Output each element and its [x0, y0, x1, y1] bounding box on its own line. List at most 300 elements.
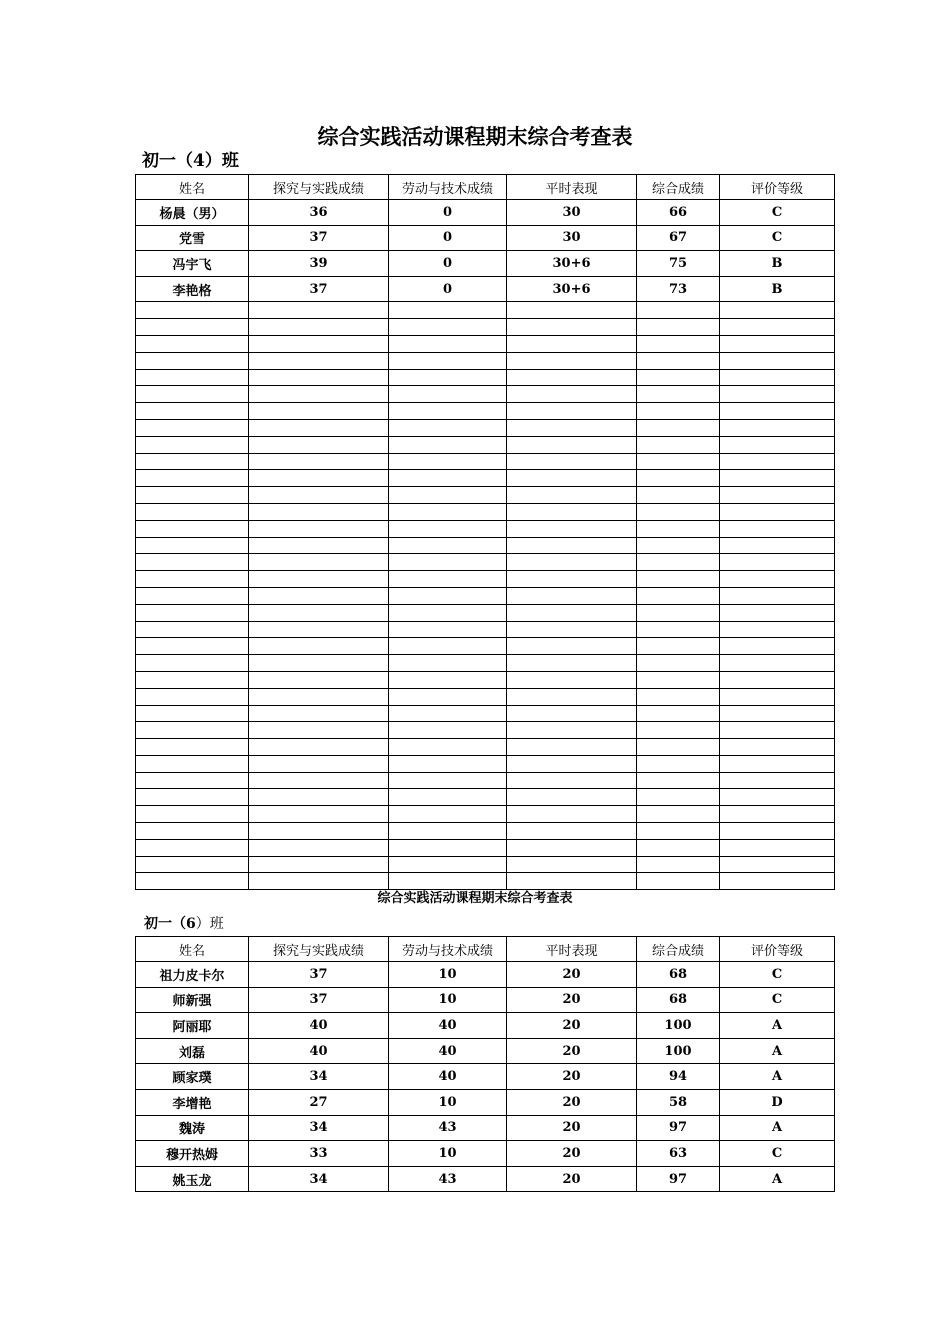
empty-cell	[389, 604, 507, 621]
empty-cell	[720, 671, 835, 688]
empty-cell	[720, 688, 835, 705]
empty-cell	[507, 453, 637, 470]
cell-labor: 40	[389, 1013, 507, 1039]
empty-cell	[637, 386, 720, 403]
empty-cell	[136, 352, 249, 369]
empty-cell	[507, 571, 637, 588]
cell-labor: 10	[389, 962, 507, 988]
empty-cell	[720, 369, 835, 386]
empty-cell	[389, 671, 507, 688]
empty-cell	[249, 537, 389, 554]
cell-inquiry: 34	[249, 1166, 389, 1192]
cell-daily: 20	[507, 962, 637, 988]
cell-grade: A	[720, 1038, 835, 1064]
cell-inquiry: 33	[249, 1141, 389, 1167]
empty-cell	[637, 806, 720, 823]
empty-cell	[720, 823, 835, 840]
empty-row	[136, 655, 835, 672]
empty-row	[136, 587, 835, 604]
section-title: 综合实践活动课程期末综合考查表	[377, 891, 573, 906]
empty-cell	[507, 789, 637, 806]
empty-cell	[389, 369, 507, 386]
empty-cell	[720, 487, 835, 504]
class-label-4: 初一（4）班	[142, 151, 239, 171]
empty-cell	[136, 772, 249, 789]
empty-cell	[136, 386, 249, 403]
cell-grade: A	[720, 1064, 835, 1090]
empty-cell	[507, 335, 637, 352]
empty-cell	[136, 739, 249, 756]
empty-row	[136, 302, 835, 319]
table-row	[136, 1038, 835, 1064]
empty-cell	[136, 537, 249, 554]
cell-daily: 20	[507, 1089, 637, 1115]
empty-cell	[507, 537, 637, 554]
empty-cell	[720, 873, 835, 890]
cell-labor: 43	[389, 1115, 507, 1141]
empty-cell	[507, 554, 637, 571]
cell-total: 97	[637, 1166, 720, 1192]
cell-daily: 20	[507, 1141, 637, 1167]
empty-cell	[389, 873, 507, 890]
col-header-grade: 评价等级	[720, 937, 835, 962]
empty-row	[136, 772, 835, 789]
cell-name: 李艳格	[136, 276, 249, 302]
empty-cell	[507, 503, 637, 520]
empty-cell	[637, 453, 720, 470]
cell-grade: B	[720, 276, 835, 302]
empty-cell	[507, 722, 637, 739]
empty-cell	[720, 806, 835, 823]
empty-cell	[720, 436, 835, 453]
empty-cell	[136, 604, 249, 621]
empty-cell	[389, 453, 507, 470]
empty-cell	[389, 587, 507, 604]
cell-name: 姚玉龙	[136, 1166, 249, 1192]
cell-grade: C	[720, 200, 835, 226]
empty-row	[136, 386, 835, 403]
empty-cell	[249, 655, 389, 672]
cell-name: 祖力皮卡尔	[136, 962, 249, 988]
empty-cell	[637, 419, 720, 436]
cell-labor: 43	[389, 1166, 507, 1192]
empty-cell	[389, 470, 507, 487]
empty-cell	[507, 823, 637, 840]
empty-cell	[637, 436, 720, 453]
empty-cell	[389, 319, 507, 336]
empty-cell	[136, 571, 249, 588]
table-row	[136, 200, 835, 226]
empty-cell	[637, 722, 720, 739]
table-row	[136, 1064, 835, 1090]
col-header-grade: 评价等级	[720, 175, 835, 200]
table-row	[136, 1115, 835, 1141]
empty-row	[136, 419, 835, 436]
empty-row	[136, 739, 835, 756]
empty-row	[136, 453, 835, 470]
empty-cell	[136, 403, 249, 420]
empty-cell	[389, 755, 507, 772]
empty-cell	[249, 755, 389, 772]
empty-cell	[136, 487, 249, 504]
cell-daily: 20	[507, 1038, 637, 1064]
cell-grade: C	[720, 1141, 835, 1167]
empty-cell	[507, 839, 637, 856]
empty-cell	[507, 621, 637, 638]
class-label-number: 6	[186, 916, 196, 932]
empty-cell	[136, 621, 249, 638]
empty-cell	[637, 571, 720, 588]
cell-labor: 10	[389, 987, 507, 1013]
empty-cell	[637, 705, 720, 722]
empty-cell	[389, 772, 507, 789]
empty-cell	[720, 571, 835, 588]
empty-cell	[720, 856, 835, 873]
empty-cell	[249, 739, 389, 756]
empty-cell	[389, 688, 507, 705]
col-header-inquiry: 探究与实践成绩	[249, 175, 389, 200]
cell-grade: C	[720, 987, 835, 1013]
empty-cell	[507, 386, 637, 403]
empty-cell	[720, 604, 835, 621]
empty-cell	[720, 453, 835, 470]
empty-cell	[507, 403, 637, 420]
empty-cell	[507, 856, 637, 873]
table-row	[136, 962, 835, 988]
empty-cell	[136, 503, 249, 520]
empty-cell	[249, 520, 389, 537]
empty-cell	[507, 319, 637, 336]
empty-cell	[637, 604, 720, 621]
cell-name: 穆开热姆	[136, 1141, 249, 1167]
empty-cell	[720, 789, 835, 806]
empty-cell	[136, 823, 249, 840]
empty-cell	[507, 419, 637, 436]
empty-row	[136, 503, 835, 520]
empty-cell	[136, 789, 249, 806]
empty-cell	[507, 520, 637, 537]
empty-cell	[637, 587, 720, 604]
empty-cell	[249, 604, 389, 621]
empty-cell	[637, 335, 720, 352]
empty-row	[136, 705, 835, 722]
empty-cell	[720, 537, 835, 554]
col-header-total: 综合成绩	[637, 175, 720, 200]
empty-cell	[249, 386, 389, 403]
empty-cell	[637, 638, 720, 655]
empty-cell	[389, 739, 507, 756]
empty-cell	[389, 856, 507, 873]
empty-cell	[507, 873, 637, 890]
empty-cell	[507, 436, 637, 453]
empty-cell	[136, 806, 249, 823]
empty-cell	[507, 671, 637, 688]
empty-cell	[507, 587, 637, 604]
empty-cell	[637, 352, 720, 369]
empty-row	[136, 823, 835, 840]
empty-cell	[720, 621, 835, 638]
empty-cell	[507, 638, 637, 655]
empty-cell	[389, 806, 507, 823]
empty-cell	[249, 789, 389, 806]
empty-cell	[389, 436, 507, 453]
empty-row	[136, 806, 835, 823]
empty-row	[136, 789, 835, 806]
empty-row	[136, 571, 835, 588]
empty-cell	[637, 688, 720, 705]
score-table-class-6	[135, 936, 835, 1192]
cell-labor: 0	[389, 200, 507, 226]
empty-cell	[249, 671, 389, 688]
empty-cell	[720, 470, 835, 487]
empty-cell	[389, 403, 507, 420]
empty-cell	[249, 638, 389, 655]
cell-name: 党雪	[136, 225, 249, 251]
empty-cell	[389, 789, 507, 806]
cell-grade: C	[720, 962, 835, 988]
cell-inquiry: 37	[249, 987, 389, 1013]
empty-cell	[637, 873, 720, 890]
col-header-name: 姓名	[136, 175, 249, 200]
empty-cell	[136, 335, 249, 352]
empty-cell	[637, 772, 720, 789]
cell-daily: 20	[507, 1064, 637, 1090]
empty-cell	[389, 419, 507, 436]
empty-cell	[136, 705, 249, 722]
empty-cell	[720, 302, 835, 319]
empty-cell	[249, 571, 389, 588]
empty-cell	[249, 587, 389, 604]
empty-cell	[389, 487, 507, 504]
empty-cell	[136, 319, 249, 336]
empty-cell	[637, 470, 720, 487]
empty-cell	[389, 537, 507, 554]
table-row	[136, 1166, 835, 1192]
cell-name: 李增艳	[136, 1089, 249, 1115]
table-row	[136, 251, 835, 277]
empty-cell	[249, 319, 389, 336]
empty-cell	[389, 571, 507, 588]
empty-row	[136, 335, 835, 352]
empty-cell	[507, 739, 637, 756]
empty-cell	[249, 436, 389, 453]
cell-total: 66	[637, 200, 720, 226]
empty-cell	[136, 419, 249, 436]
cell-inquiry: 36	[249, 200, 389, 226]
empty-cell	[249, 403, 389, 420]
empty-cell	[389, 823, 507, 840]
empty-cell	[249, 470, 389, 487]
empty-cell	[637, 839, 720, 856]
empty-cell	[136, 688, 249, 705]
empty-cell	[507, 369, 637, 386]
empty-row	[136, 621, 835, 638]
empty-cell	[249, 453, 389, 470]
empty-cell	[389, 722, 507, 739]
cell-total: 75	[637, 251, 720, 277]
class-label-6	[144, 914, 224, 934]
empty-cell	[136, 755, 249, 772]
empty-cell	[249, 839, 389, 856]
empty-cell	[637, 739, 720, 756]
empty-cell	[720, 319, 835, 336]
cell-daily: 30	[507, 225, 637, 251]
col-header-daily: 平时表现	[507, 937, 637, 962]
empty-cell	[136, 436, 249, 453]
cell-inquiry: 37	[249, 276, 389, 302]
empty-cell	[249, 554, 389, 571]
empty-cell	[637, 302, 720, 319]
empty-cell	[637, 319, 720, 336]
empty-cell	[249, 823, 389, 840]
empty-cell	[389, 554, 507, 571]
empty-cell	[249, 856, 389, 873]
empty-row	[136, 352, 835, 369]
empty-cell	[136, 302, 249, 319]
cell-daily: 30+6	[507, 276, 637, 302]
cell-name: 杨晨（男）	[136, 200, 249, 226]
empty-cell	[507, 772, 637, 789]
empty-cell	[720, 554, 835, 571]
empty-cell	[249, 352, 389, 369]
cell-inquiry: 39	[249, 251, 389, 277]
empty-cell	[136, 470, 249, 487]
cell-grade: C	[720, 225, 835, 251]
table-row	[136, 1013, 835, 1039]
empty-cell	[637, 520, 720, 537]
empty-cell	[637, 487, 720, 504]
empty-cell	[389, 839, 507, 856]
empty-cell	[637, 503, 720, 520]
empty-cell	[389, 352, 507, 369]
empty-cell	[637, 554, 720, 571]
cell-labor: 0	[389, 276, 507, 302]
cell-daily: 20	[507, 1013, 637, 1039]
empty-cell	[637, 655, 720, 672]
empty-cell	[720, 722, 835, 739]
empty-cell	[389, 386, 507, 403]
empty-cell	[249, 806, 389, 823]
empty-cell	[389, 520, 507, 537]
empty-cell	[249, 419, 389, 436]
empty-row	[136, 856, 835, 873]
cell-daily: 20	[507, 1115, 637, 1141]
cell-grade: A	[720, 1013, 835, 1039]
empty-cell	[507, 705, 637, 722]
empty-cell	[720, 403, 835, 420]
empty-cell	[136, 587, 249, 604]
empty-cell	[720, 655, 835, 672]
empty-cell	[136, 520, 249, 537]
empty-cell	[507, 755, 637, 772]
empty-row	[136, 604, 835, 621]
empty-cell	[720, 587, 835, 604]
empty-row	[136, 436, 835, 453]
empty-cell	[720, 520, 835, 537]
empty-cell	[136, 638, 249, 655]
empty-cell	[249, 688, 389, 705]
empty-row	[136, 369, 835, 386]
empty-row	[136, 319, 835, 336]
empty-cell	[720, 419, 835, 436]
col-header-name: 姓名	[136, 937, 249, 962]
empty-cell	[720, 705, 835, 722]
empty-cell	[136, 554, 249, 571]
empty-cell	[136, 655, 249, 672]
empty-cell	[507, 470, 637, 487]
empty-cell	[720, 335, 835, 352]
empty-cell	[136, 722, 249, 739]
empty-row	[136, 755, 835, 772]
empty-cell	[389, 621, 507, 638]
cell-name: 魏涛	[136, 1115, 249, 1141]
class-label-prefix: 初一（	[144, 916, 186, 932]
col-header-inquiry: 探究与实践成绩	[249, 937, 389, 962]
empty-cell	[389, 503, 507, 520]
empty-cell	[249, 722, 389, 739]
empty-cell	[249, 705, 389, 722]
empty-row	[136, 671, 835, 688]
empty-cell	[637, 369, 720, 386]
cell-total: 68	[637, 987, 720, 1013]
cell-grade: A	[720, 1115, 835, 1141]
cell-daily: 30	[507, 200, 637, 226]
cell-labor: 0	[389, 225, 507, 251]
empty-row	[136, 470, 835, 487]
score-table-class-4	[135, 174, 835, 890]
col-header-total: 综合成绩	[637, 937, 720, 962]
empty-row	[136, 537, 835, 554]
empty-cell	[136, 873, 249, 890]
cell-grade: D	[720, 1089, 835, 1115]
empty-cell	[637, 856, 720, 873]
empty-cell	[136, 369, 249, 386]
col-header-daily: 平时表现	[507, 175, 637, 200]
empty-row	[136, 554, 835, 571]
empty-row	[136, 520, 835, 537]
class-label-suffix: ）班	[195, 916, 224, 932]
cell-grade: B	[720, 251, 835, 277]
empty-row	[136, 638, 835, 655]
empty-cell	[637, 537, 720, 554]
cell-name: 冯宇飞	[136, 251, 249, 277]
empty-cell	[507, 487, 637, 504]
empty-cell	[389, 302, 507, 319]
cell-total: 63	[637, 1141, 720, 1167]
cell-inquiry: 34	[249, 1115, 389, 1141]
empty-cell	[249, 503, 389, 520]
empty-cell	[637, 755, 720, 772]
cell-name: 顾家璞	[136, 1064, 249, 1090]
table-header-row	[136, 175, 835, 200]
empty-cell	[507, 688, 637, 705]
empty-cell	[720, 772, 835, 789]
cell-inquiry: 27	[249, 1089, 389, 1115]
empty-cell	[507, 655, 637, 672]
empty-cell	[720, 503, 835, 520]
empty-cell	[637, 671, 720, 688]
cell-total: 97	[637, 1115, 720, 1141]
cell-labor: 10	[389, 1141, 507, 1167]
empty-cell	[249, 772, 389, 789]
cell-total: 73	[637, 276, 720, 302]
cell-labor: 0	[389, 251, 507, 277]
cell-daily: 20	[507, 1166, 637, 1192]
empty-cell	[249, 369, 389, 386]
empty-cell	[249, 302, 389, 319]
empty-cell	[249, 487, 389, 504]
empty-cell	[507, 302, 637, 319]
